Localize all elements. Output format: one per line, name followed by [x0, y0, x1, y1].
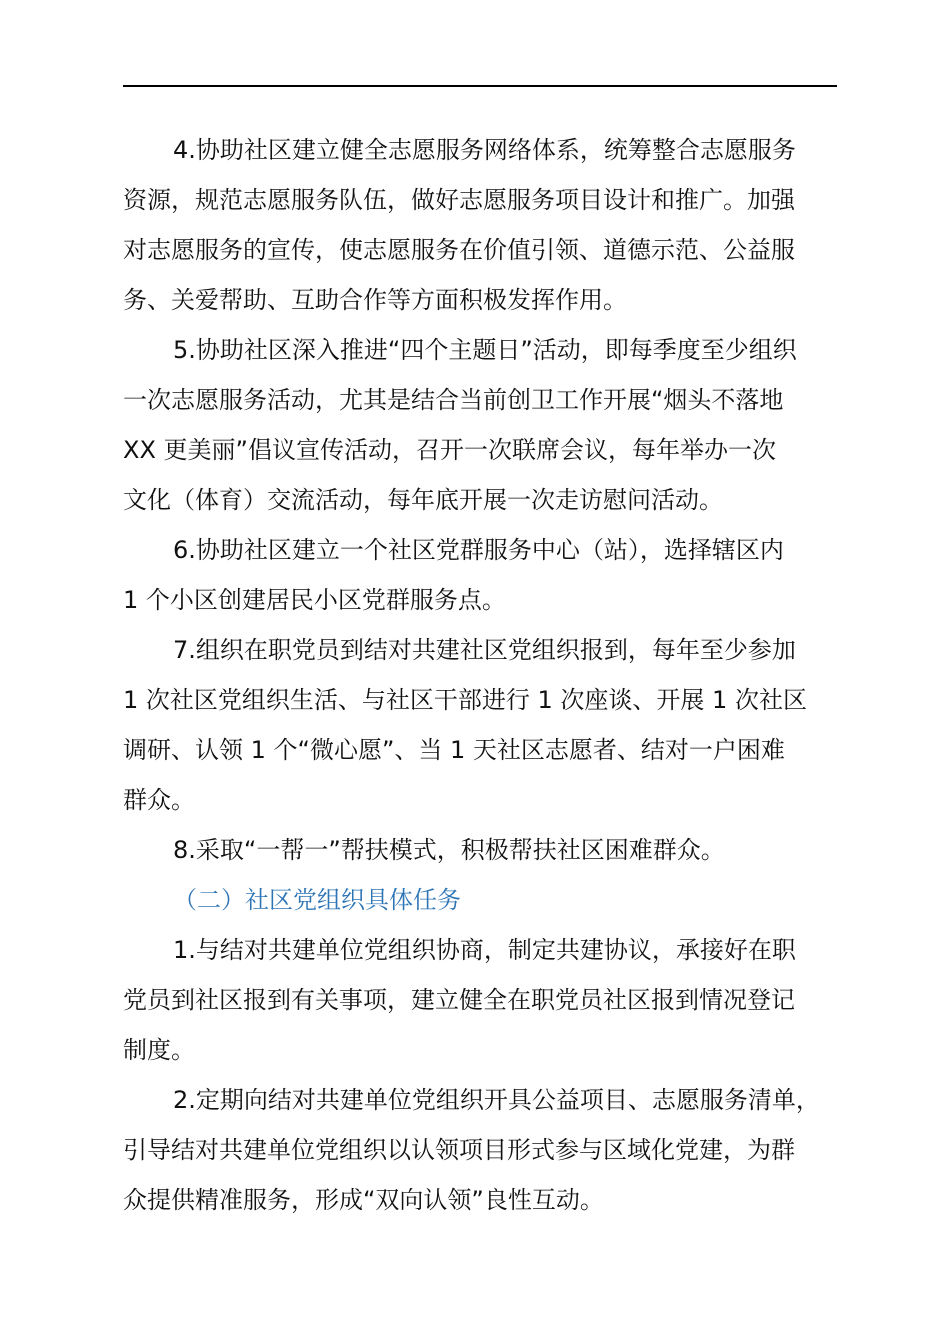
text-line: 引导结对共建单位党组织以认领项目形式参与区域化党建，为群: [123, 1136, 795, 1164]
text-line: 一次志愿服务活动，尤其是结合当前创卫工作开展“烟头不落地: [123, 386, 784, 414]
header-rule: [123, 85, 837, 87]
text-line: 务、关爱帮助、互助合作等方面积极发挥作用。: [123, 286, 627, 314]
text-line: XX 更美丽”倡议宣传活动，召开一次联席会议，每年举办一次: [123, 436, 776, 464]
text-line: 党员到社区报到有关事项，建立健全在职党员社区报到情况登记: [123, 986, 795, 1014]
text-line: 调研、认领 1 个“微心愿”、当 1 天社区志愿者、结对一户困难: [123, 736, 785, 764]
text-line: 5.协助社区深入推进“四个主题日”活动，即每季度至少组织: [173, 336, 797, 364]
text-line: 对志愿服务的宣传，使志愿服务在价值引领、道德示范、公益服: [123, 236, 795, 264]
text-line: 1.与结对共建单位党组织协商，制定共建协议，承接好在职: [173, 936, 796, 964]
text-line: 6.协助社区建立一个社区党群服务中心（站），选择辖区内: [173, 536, 784, 564]
text-line: 群众。: [123, 786, 195, 814]
text-line: 8.采取“一帮一”帮扶模式，积极帮扶社区困难群众。: [173, 836, 725, 864]
section-heading: （二）社区党组织具体任务: [173, 886, 461, 914]
text-line: 4.协助社区建立健全志愿服务网络体系，统筹整合志愿服务: [173, 136, 796, 164]
text-line: 2.定期向结对共建单位党组织开具公益项目、志愿服务清单，: [173, 1086, 820, 1114]
text-line: 文化（体育）交流活动，每年底开展一次走访慰问活动。: [123, 486, 723, 514]
text-line: 制度。: [123, 1036, 195, 1064]
document-body: [123, 125, 837, 1225]
text-line: 资源，规范志愿服务队伍，做好志愿服务项目设计和推广。加强: [123, 186, 795, 214]
text-line: 7.组织在职党员到结对共建社区党组织报到，每年至少参加: [173, 636, 796, 664]
text-line: 1 次社区党组织生活、与社区干部进行 1 次座谈、开展 1 次社区: [123, 686, 807, 714]
text-line: 众提供精准服务，形成“双向认领”良性互动。: [123, 1186, 604, 1214]
text-line: 1 个小区创建居民小区党群服务点。: [123, 586, 506, 614]
